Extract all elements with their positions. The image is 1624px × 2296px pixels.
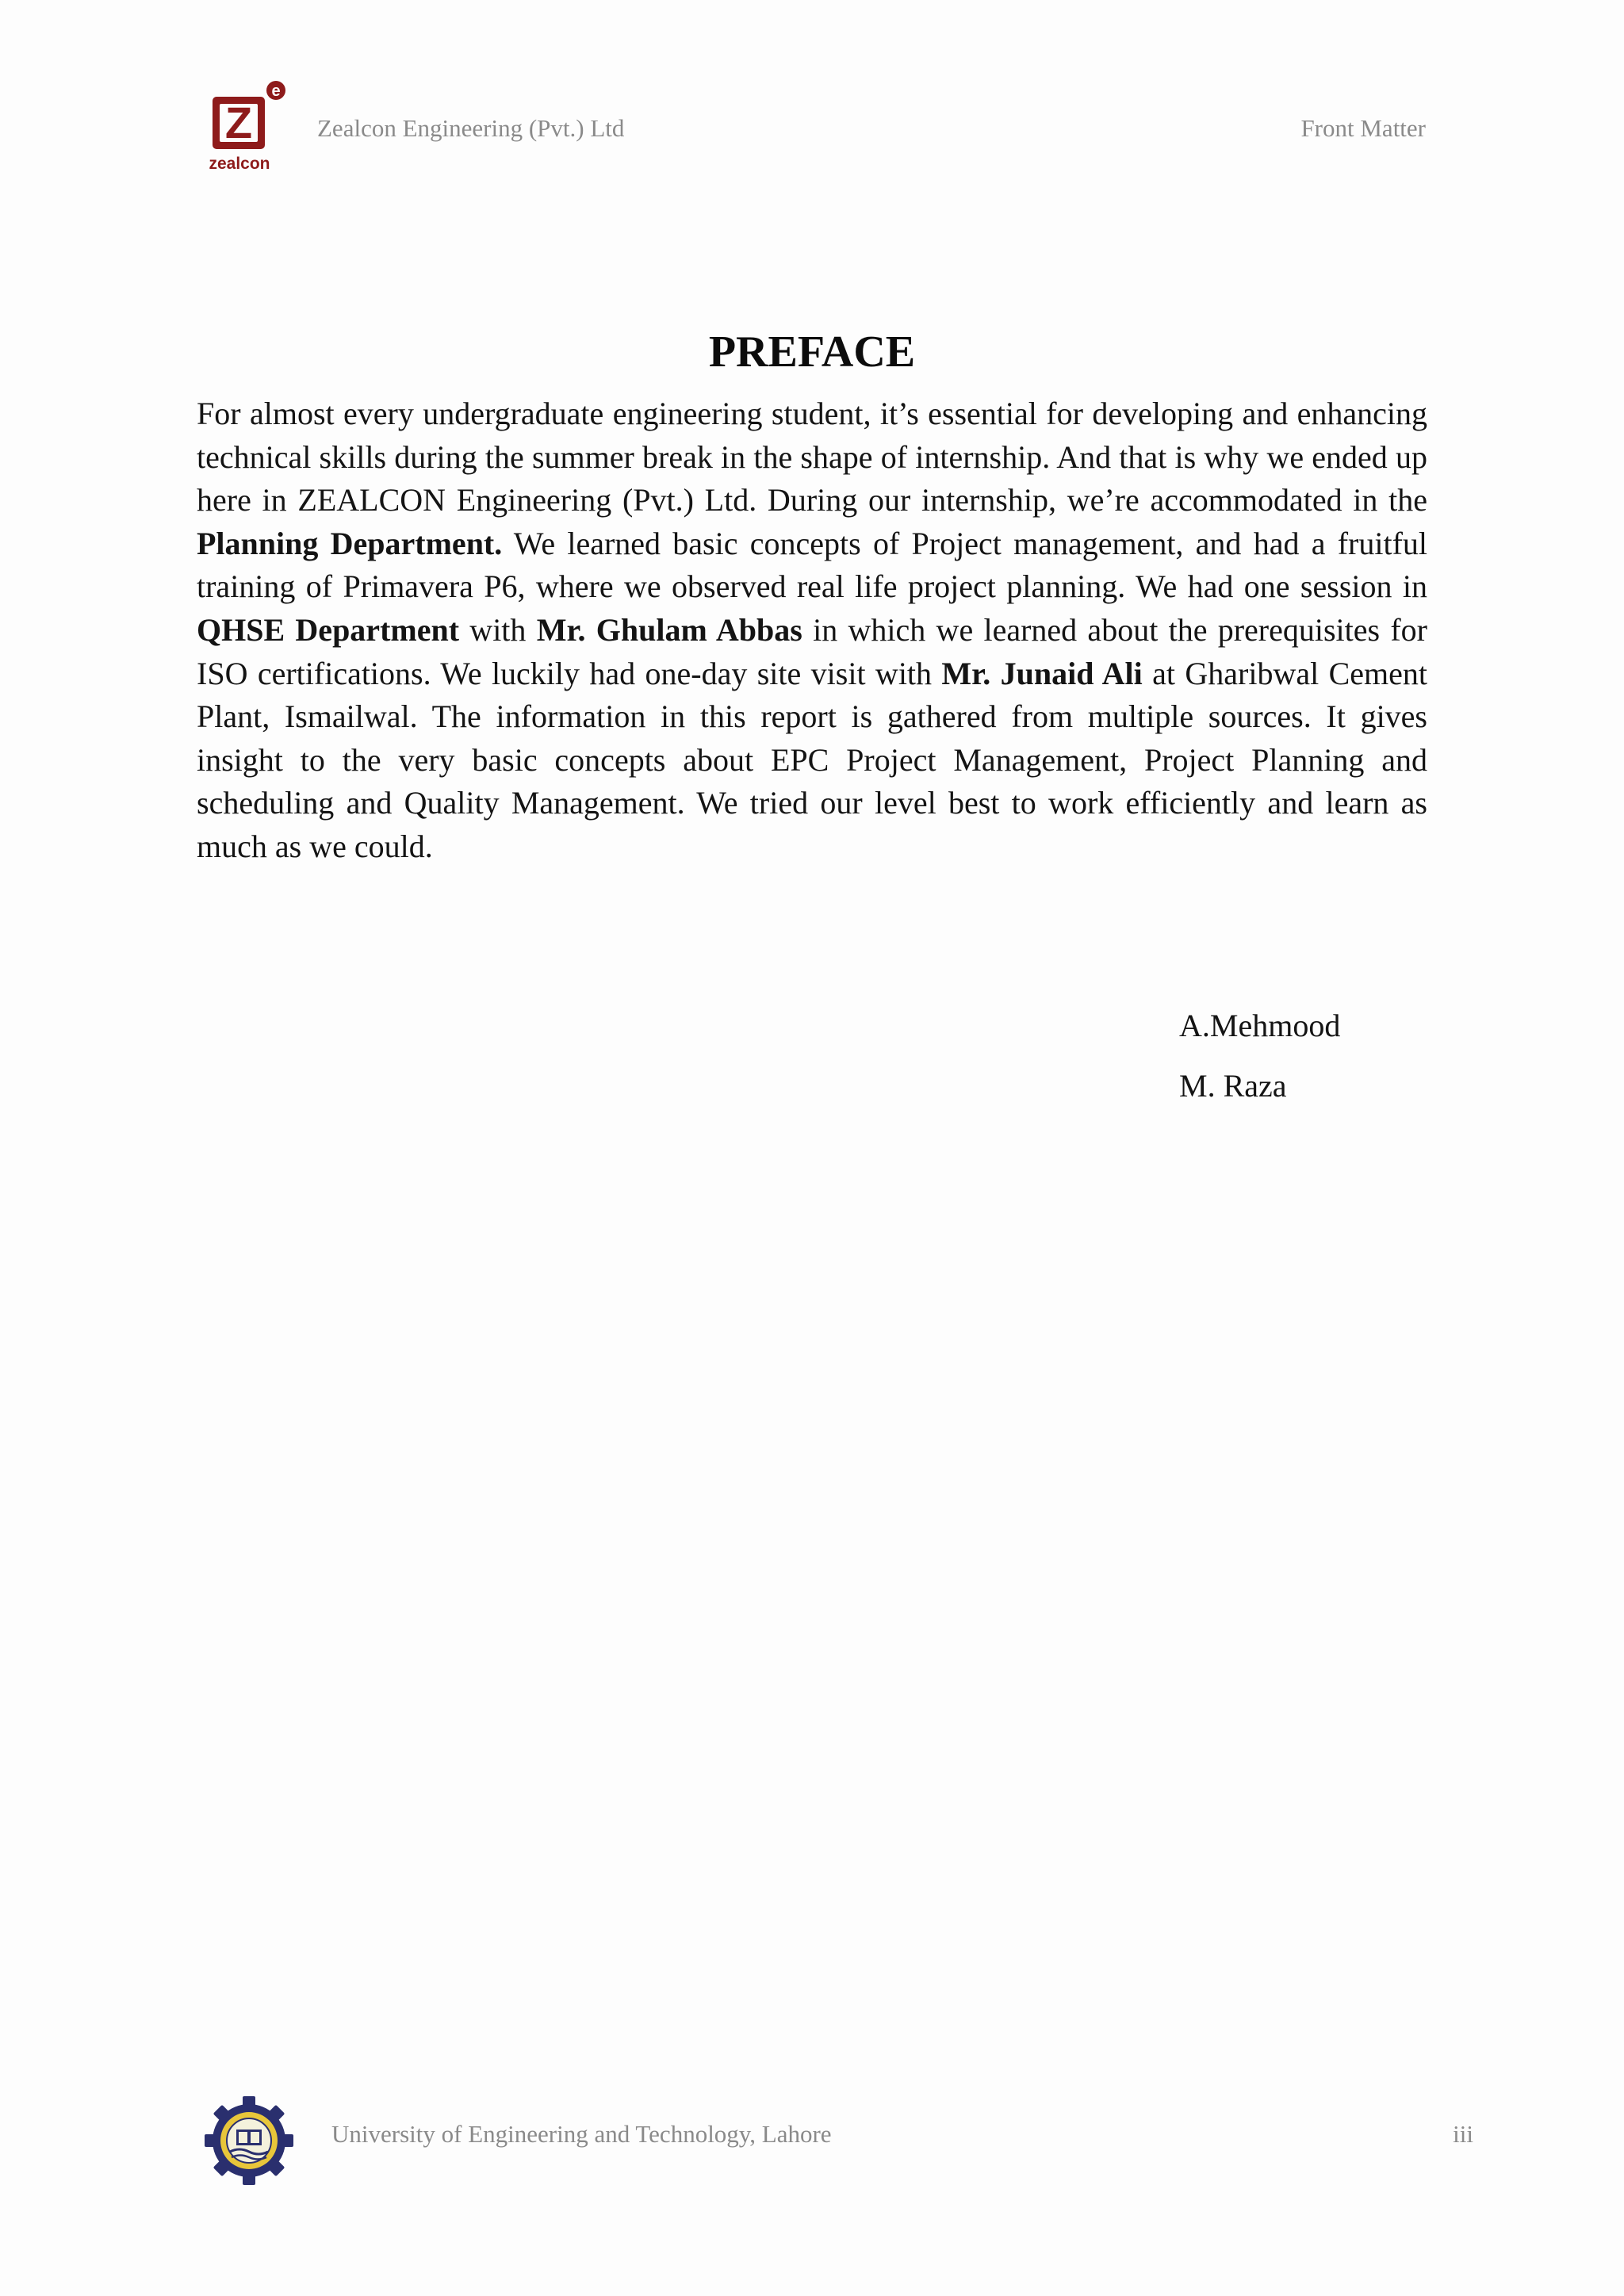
bold-planning-department: Planning Department. (197, 525, 503, 561)
paragraph-text: at Gharibwal Cement Plant, Ismailwal. The information in this report is gathered from multiple sources. It gives insight to the very basic concepts about EPC Project Management, Project Planning and scheduling and Quality Management. We tried our level best to work efficiently and learn as much as we could. (197, 655, 1427, 864)
signature-author-2: M. Raza (1179, 1068, 1287, 1104)
header-section-name: Front Matter (1300, 114, 1426, 142)
paragraph-text: with (459, 611, 537, 648)
signature-author-1: A.Mehmood (1179, 1008, 1341, 1043)
logo-wordmark: zealcon (209, 155, 270, 173)
uet-seal-icon (205, 2096, 293, 2185)
paragraph-text: We learned basic concepts of Project management, and had a fruitful training of Primavera P6, where we observed real life project planning. We had one session in (197, 525, 1428, 605)
bold-ghulam-abbas: Mr. Ghulam Abbas (536, 611, 802, 648)
header-company-name: Zealcon Engineering (Pvt.) Ltd (317, 114, 625, 142)
bold-junaid-ali: Mr. Junaid Ali (941, 655, 1143, 691)
page-title: PREFACE (708, 327, 916, 377)
preface-paragraph (197, 392, 1427, 869)
zealcon-logo-icon (208, 79, 292, 173)
footer-page-number: iii (1453, 2120, 1473, 2148)
logo-badge: e (271, 82, 281, 100)
paragraph-text: in which we learned about the prerequisites for ISO certifications. We luckily had one-day site visit with (197, 611, 1428, 691)
footer-university-name: University of Engineering and Technology, Lahore (331, 2120, 832, 2148)
paragraph-text: For almost every undergraduate engineering student, it’s essential for developing and enhancing technical skills during the summer break in the shape of internship. And that is why we ended up here in ZEALCON Engineering (Pvt.) Ltd. During our internship, we’re accommodated in the (197, 396, 1427, 519)
bold-qhse-department: QHSE Department (197, 611, 460, 648)
logo-letter: Z (224, 98, 253, 147)
